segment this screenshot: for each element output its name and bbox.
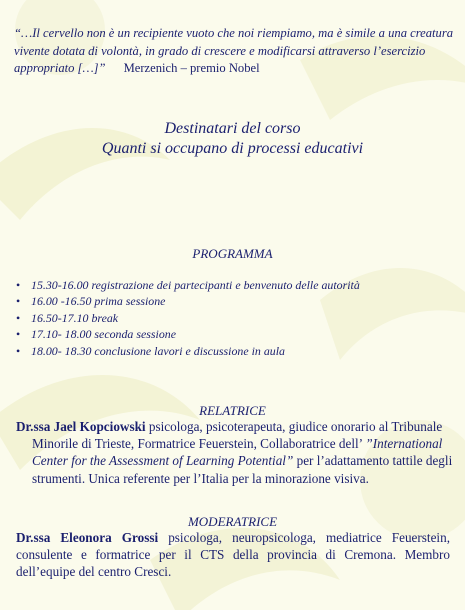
moderator-name: Dr.ssa Eleonora Grossi [16, 530, 159, 545]
quote-text: “…Il cervello non è un recipiente vuoto che noi riempiamo, ma è simile a una creatura vivente dotata di volontà, in grado di crescere e modificarsi attraverso l’esercizio appropriato […]” [14, 26, 454, 75]
program-item: • 16.00 -16.50 prima sessione [16, 293, 456, 309]
moderator-bio [16, 529, 450, 581]
audience-heading: Destinatari del corso [164, 120, 301, 137]
speaker-bio-text-continued: per l’adattamento tattile degli strumenti. Unica referente per l’Italia per la minorazione visiva. [32, 453, 453, 486]
speaker-bio-text: psicologa, psicoterapeuta, giudice onorario al Tribunale Minorile di Trieste, Formatrice Feuerstein, Collaboratrice dell’ [32, 419, 443, 452]
speaker-role-heading: RELATRICE [199, 403, 266, 418]
speaker-organization: ”International Center for the Assessment of Learning Potential” [32, 436, 443, 469]
speaker-bio [16, 418, 453, 487]
program-schedule-list [16, 277, 456, 359]
course-audience-section [0, 119, 465, 159]
program-item: • 17.10- 18.00 seconda sessione [16, 326, 456, 342]
audience-description: Quanti si occupano di processi educativi [101, 140, 364, 157]
moderator-bio-text: psicologa, neuropsicologa, mediatrice Feuerstein, consulente e formatrice per il CTS della provincia di Cremona. Membro dell’equipe del centro Cresci. [16, 530, 450, 580]
quote-author: Merzenich – premio Nobel [123, 61, 260, 75]
program-item: • 15.30-16.00 registrazione dei partecipanti e benvenuto delle autorità [16, 277, 456, 293]
moderator-role-heading: MODERATRICE [187, 514, 278, 529]
opening-quote [14, 25, 454, 78]
program-heading: PROGRAMMA [192, 246, 273, 261]
program-item: • 18.00- 18.30 conclusione lavori e discussione in aula [16, 343, 456, 359]
speaker-name: Dr.ssa Jael Kopciowski [16, 419, 146, 434]
program-item: • 16.50-17.10 break [16, 310, 456, 326]
